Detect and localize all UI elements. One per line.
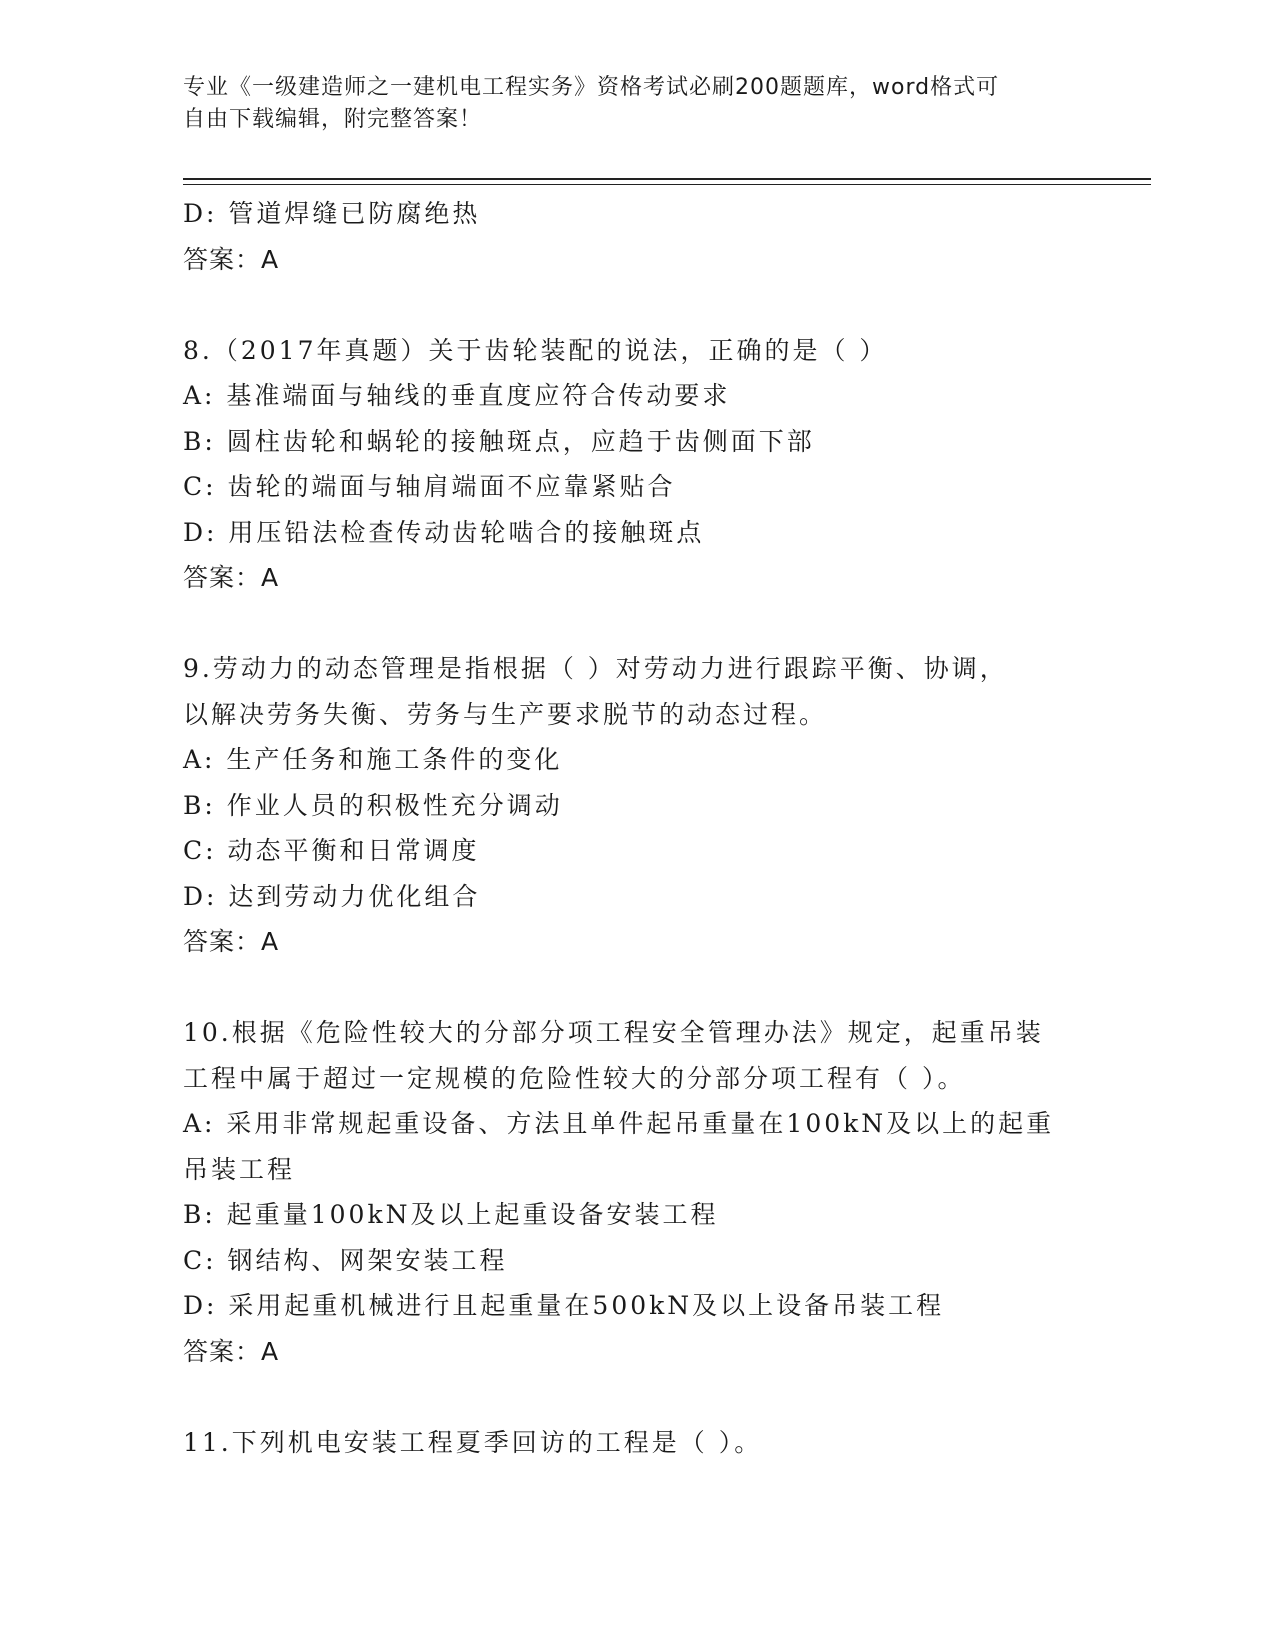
option-d: D: 达到劳动力优化组合 (183, 881, 481, 911)
option-a: A: 基准端面与轴线的垂直度应符合传动要求 (183, 381, 731, 410)
option-a-line-2: 吊装工程 (183, 1154, 296, 1184)
header-line-2: 自由下载编辑，附完整答案！ (183, 107, 483, 132)
question-stem-line-1: 9.劳动力的动态管理是指根据（ ）对劳动力进行跟踪平衡、协调， (183, 654, 1008, 683)
option-d: D: 采用起重机械进行且起重量在500kN及以上设备吊装工程 (183, 1291, 945, 1320)
question-stem: 11.下列机电安装工程夏季回访的工程是（ ）。 (183, 1427, 763, 1457)
answer-line: 答案：A (183, 563, 280, 592)
question-block-9 (183, 646, 1083, 965)
answer-line: 答案：A (183, 927, 280, 956)
answer-line: 答案：A (183, 1336, 280, 1366)
header-divider-thick (183, 178, 1151, 180)
question-block-11 (183, 1420, 1083, 1466)
document-header (183, 72, 1063, 136)
question-block-8 (183, 328, 1083, 601)
option-d: D: 管道焊缝已防腐绝热 (183, 199, 481, 228)
question-stem: 8.（2017年真题）关于齿轮装配的说法，正确的是（ ） (183, 335, 888, 365)
header-line-1: 专业《一级建造师之一建机电工程实务》资格考试必刷200题题库，word格式可 (183, 75, 1000, 100)
option-d: D: 用压铅法检查传动齿轮啮合的接触斑点 (183, 517, 705, 547)
question-stem-line-1: 10.根据《危险性较大的分部分项工程安全管理办法》规定，起重吊装 (183, 1018, 1044, 1047)
question-stem-line-2: 工程中属于超过一定规模的危险性较大的分部分项工程有（ ）。 (183, 1063, 966, 1093)
option-a-line-1: A: 采用非常规起重设备、方法且单件起吊重量在100kN及以上的起重 (183, 1109, 1055, 1138)
option-c: C: 齿轮的端面与轴肩端面不应靠紧贴合 (183, 472, 676, 501)
question-block-10 (183, 1010, 1083, 1374)
spacer (183, 1374, 1083, 1420)
question-list (183, 191, 1083, 1465)
question-stem-line-2: 以解决劳务失衡、劳务与生产要求脱节的动态过程。 (183, 699, 828, 729)
answer-line: 答案：A (183, 244, 280, 274)
option-a: A: 生产任务和施工条件的变化 (183, 745, 563, 774)
option-c: C: 钢结构、网架安装工程 (183, 1245, 508, 1275)
spacer (183, 282, 1083, 328)
header-divider-thin (183, 184, 1151, 185)
spacer (183, 601, 1083, 647)
option-b: B: 圆柱齿轮和蜗轮的接触斑点，应趋于齿侧面下部 (183, 426, 815, 456)
option-b: B: 起重量100kN及以上起重设备安装工程 (183, 1200, 719, 1229)
question-block-prev (183, 191, 1083, 282)
option-c: C: 动态平衡和日常调度 (183, 836, 480, 865)
spacer (183, 965, 1083, 1011)
option-b: B: 作业人员的积极性充分调动 (183, 790, 563, 820)
